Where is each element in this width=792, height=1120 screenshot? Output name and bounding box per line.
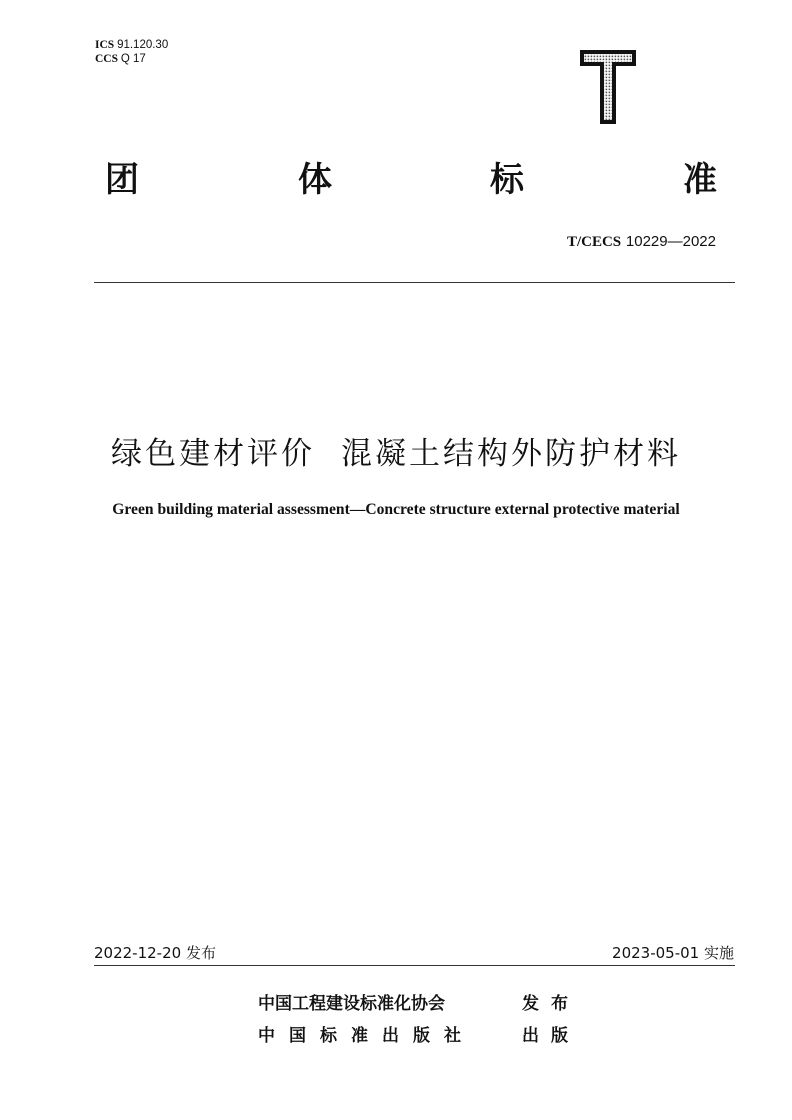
standard-code xyxy=(567,232,716,251)
ics-label: ICS xyxy=(95,39,115,51)
footer-divider xyxy=(94,965,735,966)
standard-type-char-4: 准 xyxy=(683,160,717,200)
standard-code-prefix: T/CECS xyxy=(566,234,622,250)
issuer-name: 中国工程建设标准化协会 xyxy=(258,994,445,1014)
ccs-number: Q 17 xyxy=(120,53,146,65)
document-title-cn xyxy=(0,428,792,473)
title-cn-part1: 绿色建材评价 xyxy=(111,436,315,472)
standard-type-char-3: 标 xyxy=(490,160,524,200)
issuers xyxy=(258,988,580,1052)
group-standard-t-logo xyxy=(578,46,638,126)
ccs-code xyxy=(95,52,168,66)
issuer-action: 发布 xyxy=(522,994,580,1014)
standard-type-char-1: 团 xyxy=(105,160,139,200)
document-title-en: Green building material assessment—Concrete structure external protective material xyxy=(112,501,680,518)
issuer-row xyxy=(258,988,580,1020)
implementation-date: 2023-05-01 实施 xyxy=(612,944,734,962)
standard-code-number: 10229—2022 xyxy=(625,233,716,250)
classification-codes xyxy=(95,38,168,66)
ccs-label: CCS xyxy=(95,53,119,65)
issue-date: 2022-12-20 发布 xyxy=(94,944,216,962)
standard-type-char-2: 体 xyxy=(298,160,332,200)
ics-number: 91.120.30 xyxy=(117,39,169,51)
publisher-name: 中国标准出版社 xyxy=(258,1026,475,1046)
publisher-row xyxy=(258,1020,580,1052)
publisher-action: 出版 xyxy=(522,1026,580,1046)
title-cn-part2: 混凝土结构外防护材料 xyxy=(341,436,681,472)
header-divider xyxy=(94,282,735,283)
ics-code xyxy=(95,38,168,52)
